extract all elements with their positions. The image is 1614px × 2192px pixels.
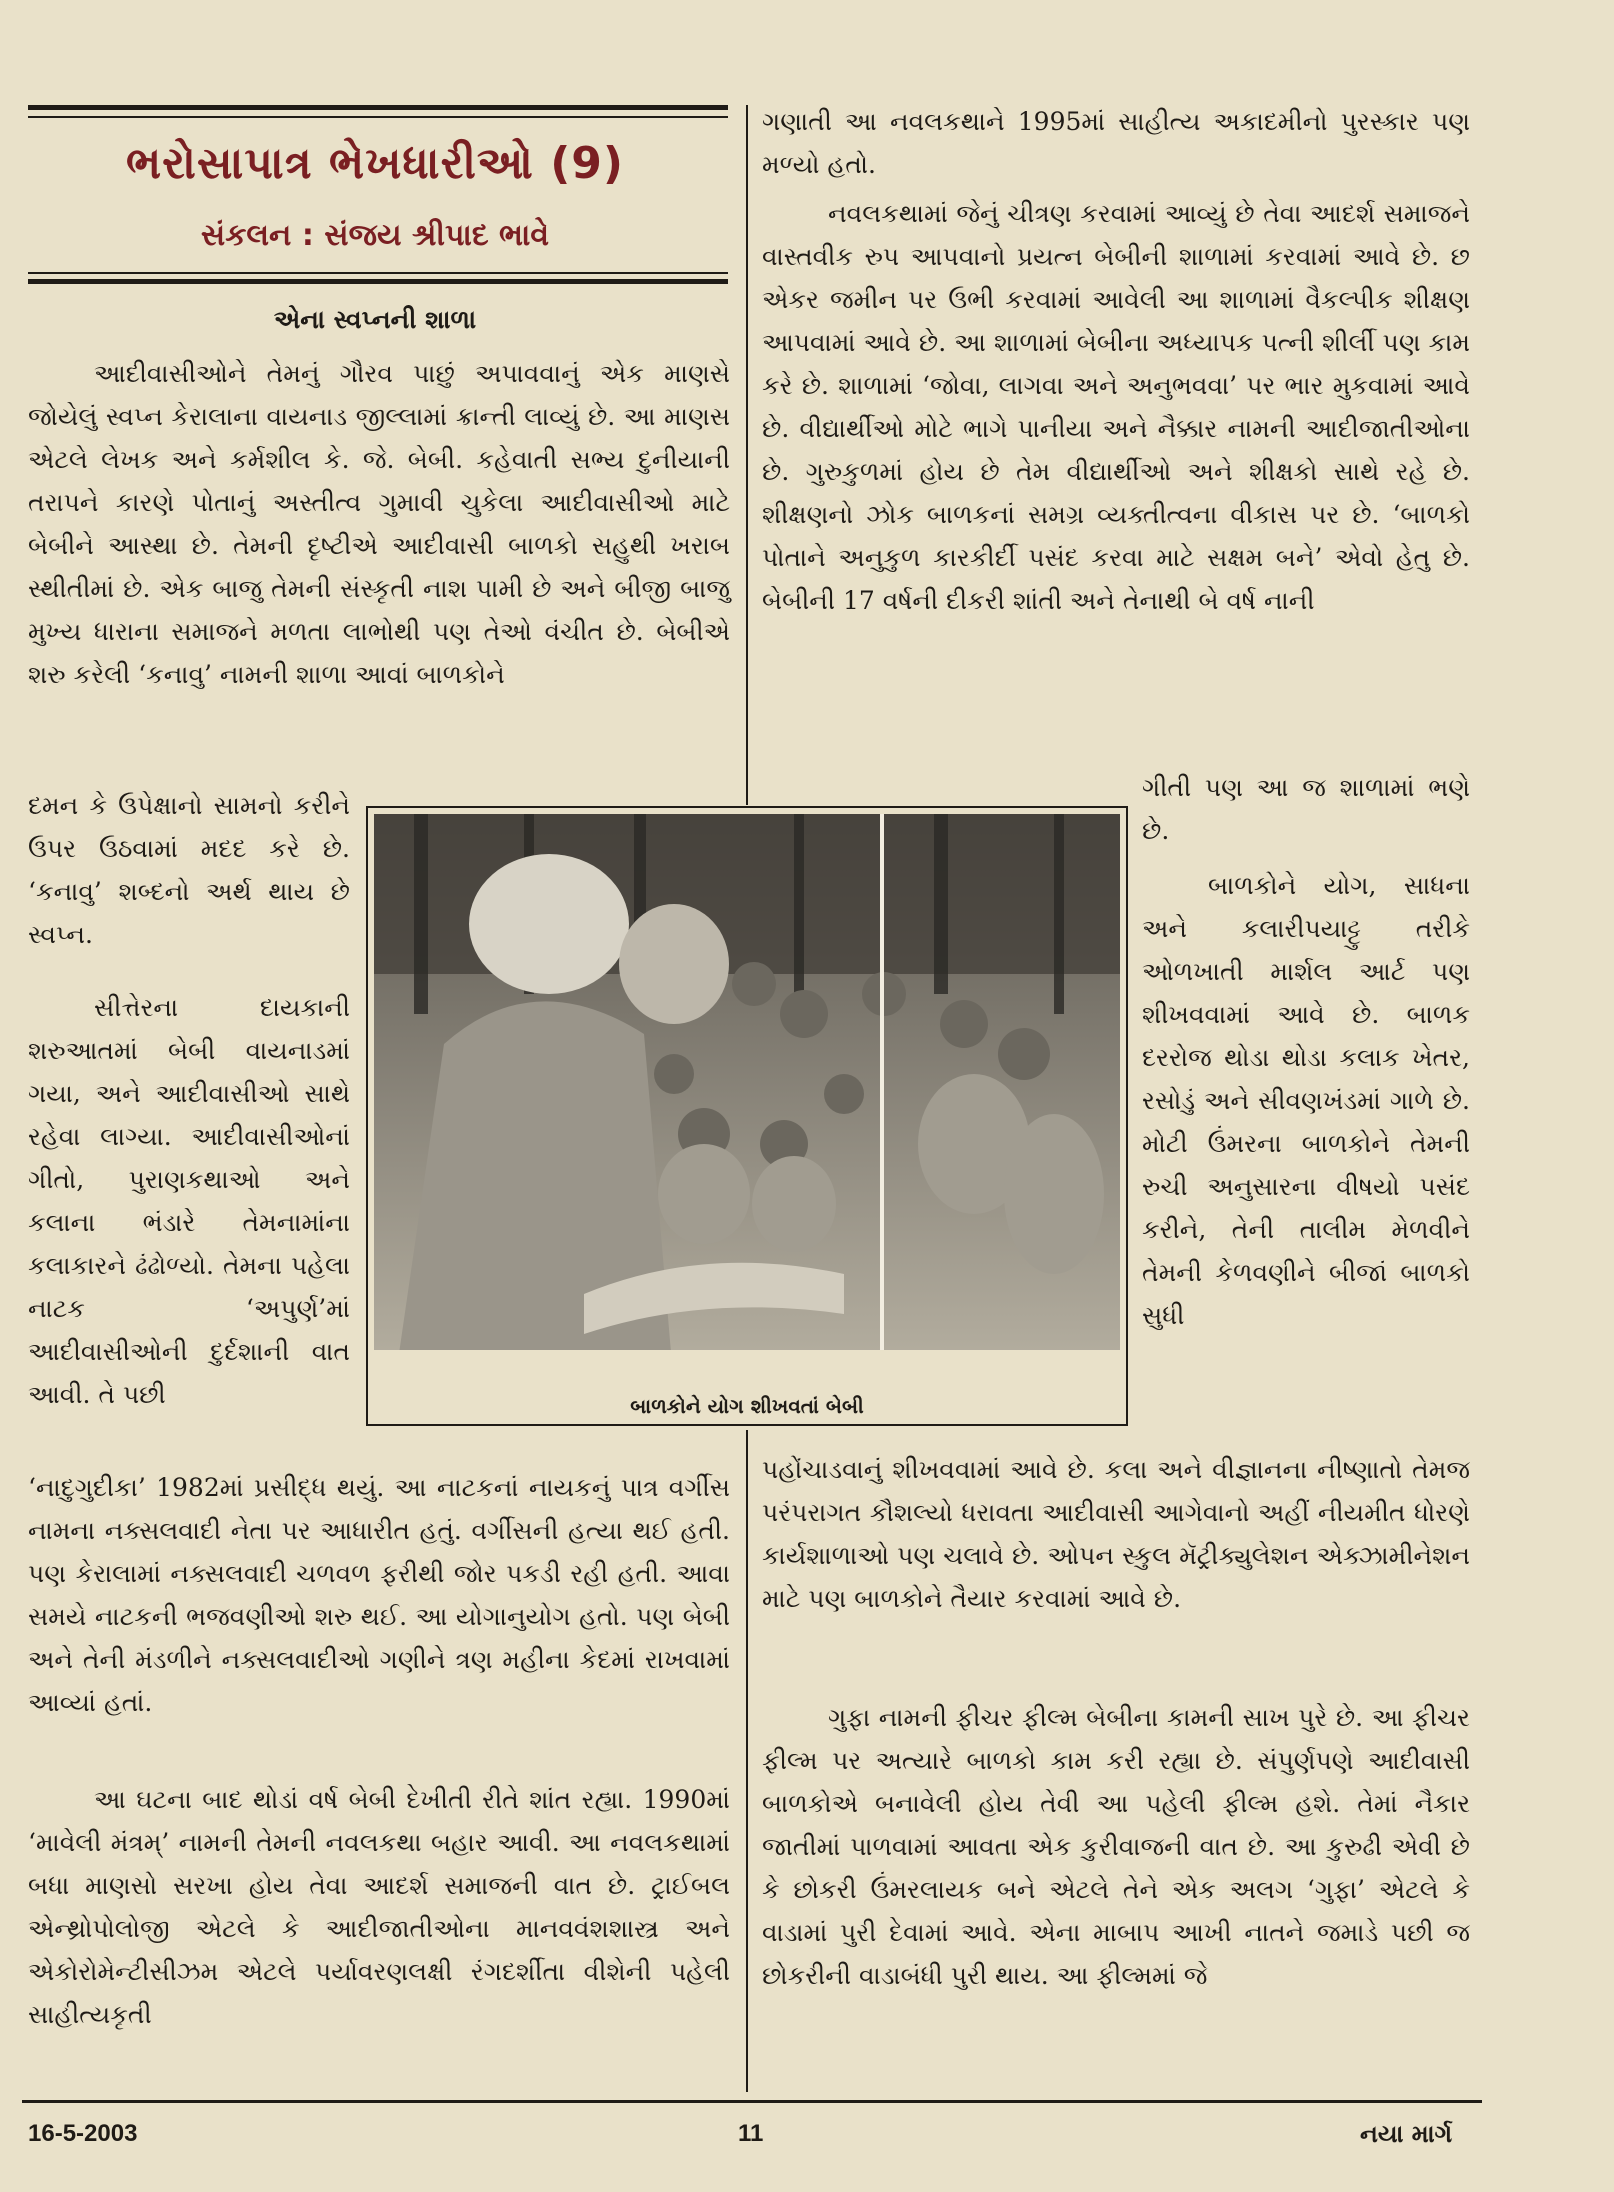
article-byline: સંકલન : સંજય શ્રીપાદ ભાવે [200, 218, 550, 253]
magazine-name: નયા માર્ગ [1360, 2120, 1453, 2148]
footer-rule [22, 2100, 1482, 2103]
paragraph-yoga-wrap: પહોંચાડવાનું શીખવવામાં આવે છે. કલા અને વીજ્ઞાનના નીષ્ણાતો તેમજ પરંપરાગત કૌશલ્યો ધરાવતા આદીવાસી આગેવાનો અહીં નીયમીત ધોરણે કાર્યશાળાઓ પણ ચલાવે છે. ઓપન સ્કુલ મૅટ્રીક્યુલેશન એક્ઝામીનેશન માટે પણ બાળકોને તૈયાર કરવામાં આવે છે. [762, 1455, 1470, 1613]
paragraph-plays: સીત્તેરના દાયકાની શરુઆતમાં બેબી વાયનાડમાં ગયા, અને આદીવાસીઓ સાથે રહેવા લાગ્યા. આદીવાસીઓનાં ગીતો, પુરાણકથાઓ અને કલાના ભંડારે તેમનામાંના કલાકારને ઢંઢોળ્યો. તેમના પહેલા નાટક ‘અપુર્ણ’માં આદીવાસીઓની દુર્દશાની વાત આવી. તે પછી [28, 993, 350, 1409]
title-rule-top [28, 105, 728, 110]
paragraph-school: નવલકથામાં જેનું ચીત્રણ કરવામાં આવ્યું છે તેવા આદર્શ સમાજને વાસ્તવીક રુપ આપવાનો પ્રયત્ન બેબીની શાળામાં કરવામાં આવે છે. છ એકર જમીન પર ઉભી કરવામાં આવેલી આ શાળામાં વૈકલ્પીક શીક્ષણ આપવામાં આવે છે. આ શાળામાં બેબીના અધ્યાપક પત્ની શીર્લી પણ કામ કરે છે. શાળામાં ‘જોવા, લાગવા અને અનુભવવા’ પર ભાર મુકવામાં આવે છે. વીદ્યાર્થીઓ મોટે ભાગે પાનીયા અને નૈક્કાર નામની આદીજાતીઓના છે. ગુરુકુળમાં હોય છે તેમ વીદ્યાર્થીઓ અને શીક્ષકો સાથે રહે છે. શીક્ષણનો ઝોક બાળકનાં સમગ્ર વ્યક્તીત્વના વીકાસ પર છે. ‘બાળકો પોતાને અનુકુળ કારકીર્દી પસંદ કરવા માટે સક્ષમ બને’ એવો હેતુ છે. બેબીની 17 વર્ષની દીકરી શાંતી અને તેનાથી બે વર્ષ નાની [762, 199, 1470, 615]
photo-caption: બાળકોને યોગ શીખવતાં બેબી [630, 1394, 864, 1418]
issue-date: 16-5-2003 [28, 2120, 138, 2147]
paragraph-intro: આદીવાસીઓને તેમનું ગૌરવ પાછું અપાવવાનું એક માણસે જોયેલું સ્વપ્ન કેરાલાના વાયનાડ જીલ્લામાં ક્રાન્તી લાવ્યું છે. આ માણસ એટલે લેખક અને કર્મશીલ કે. જે. બેબી. કહેવાતી સભ્ય દુનીયાની તરાપને કારણે પોતાનું અસ્તીત્વ ગુમાવી ચુકેલા આદીવાસીઓ માટે બેબીને આસ્થા છે. તેમની દૃષ્ટીએ આદીવાસી બાળકો સહુથી ખરાબ સ્થીતીમાં છે. એક બાજુ તેમની સંસ્કૃતી નાશ પામી છે અને બીજી બાજુ મુખ્ય ધારાના સમાજને મળતા લાભોથી પણ તેઓ વંચીત છે. બેબીએ શરુ કરેલી ‘કનાવુ’ નામની શાળા આવાં બાળકોને [28, 359, 730, 689]
column-divider-lower [746, 1430, 748, 2092]
article-title: ભરોસાપાત્ર ભેખધારીઓ (9) [125, 138, 625, 189]
paragraph-school-wrap: ગીતી પણ આ જ શાળામાં ભણે છે. [1142, 773, 1470, 845]
page-number: 11 [738, 2120, 764, 2147]
title-rule-bottom-thin [28, 272, 728, 274]
paragraph-yoga: બાળકોને યોગ, સાધના અને કલારીપયાટ્ટુ તરીકે ઓળખાતી માર્શલ આર્ટ પણ શીખવવામાં આવે છે. બાળક દરરોજ થોડા થોડા કલાક ખેતર, રસોડું અને સીવણખંડમાં ગાળે છે. મોટી ઉંમરના બાળકોને તેમની રુચી અનુસારના વીષયો પસંદ કરીને, તેની તાલીમ મેળવીને તેમની કેળવણીને બીજાં બાળકો સુધી [1142, 871, 1470, 1330]
title-rule-top-thin [28, 116, 728, 118]
paragraph-novel: આ ઘટના બાદ થોડાં વર્ષ બેબી દેખીતી રીતે શાંત રહ્યા. 1990માં ‘માવેલી મંત્રમ્’ નામની તેમની નવલકથા બહાર આવી. આ નવલકથામાં બધા માણસો સરખા હોય તેવા આદર્શ સમાજની વાત છે. ટ્રાઈબલ એન્થ્રોપોલોજી એટલે કે આદીજાતીઓના માનવવંશશાસ્ત્ર અને એકોરોમેન્ટીસીઝમ એટલે પર્યાવરણલક્ષી રંગદર્શીતા વીશેની પહેલી સાહીત્યકૃતી [28, 1785, 730, 2029]
paragraph-film: ગુફા નામની ફીચર ફીલ્મ બેબીના કામની સાખ પુરે છે. આ ફીચર ફીલ્મ પર અત્યારે બાળકો કામ કરી રહ્યા છે. સંપુર્ણપણે આદીવાસી બાળકોએ બનાવેલી હોય તેવી આ પહેલી ફીલ્મ હશે. તેમાં નૈકાર જાતીમાં પાળવામાં આવતા એક કુરીવાજની વાત છે. આ કુરુઢી એવી છે કે છોકરી ઉંમરલાયક બને એટલે તેને એક અલગ ‘ગુફા’ એટલે કે વાડામાં પુરી દેવામાં આવે. એના માબાપ આખી નાતને જમાડે પછી જ છોકરીની વાડાબંધી પુરી થાય. આ ફીલ્મમાં જે [762, 1703, 1470, 1990]
title-rule-bottom [28, 279, 728, 284]
paragraph-award: ગણાતી આ નવલકથાને 1995માં સાહીત્ય અકાદમીનો પુરસ્કાર પણ મળ્યો હતો. [762, 107, 1470, 179]
paragraph-plays-wrap: ‘નાદુગુદીકા’ 1982માં પ્રસીદ્ધ થયું. આ નાટકનાં નાયકનું પાત્ર વર્ગીસ નામના નક્સલવાદી નેતા પર આધારીત હતું. વર્ગીસની હત્યા થઈ હતી. પણ કેરાલામાં નક્સલવાદી ચળવળ ફરીથી જોર પકડી રહી હતી. આવા સમયે નાટકની ભજવણીઓ શરુ થઈ. આ યોગાનુયોગ હતો. પણ બેબી અને તેની મંડળીને નક્સલવાદીઓ ગણીને ત્રણ મહીના કેદમાં રાખવામાં આવ્યાં હતાં. [28, 1473, 730, 1717]
paragraph-intro-wrap: દમન કે ઉપેક્ષાનો સામનો કરીને ઉપર ઉઠવામાં મદદ કરે છે. ‘કનાવુ’ શબ્દનો અર્થ થાય છે સ્વપ્ન. [28, 791, 350, 949]
column-divider [746, 105, 748, 805]
section-heading: એના સ્વપ્નની શાળા [273, 305, 477, 334]
article-photo [366, 806, 1128, 1426]
photo-image [374, 814, 1120, 1388]
